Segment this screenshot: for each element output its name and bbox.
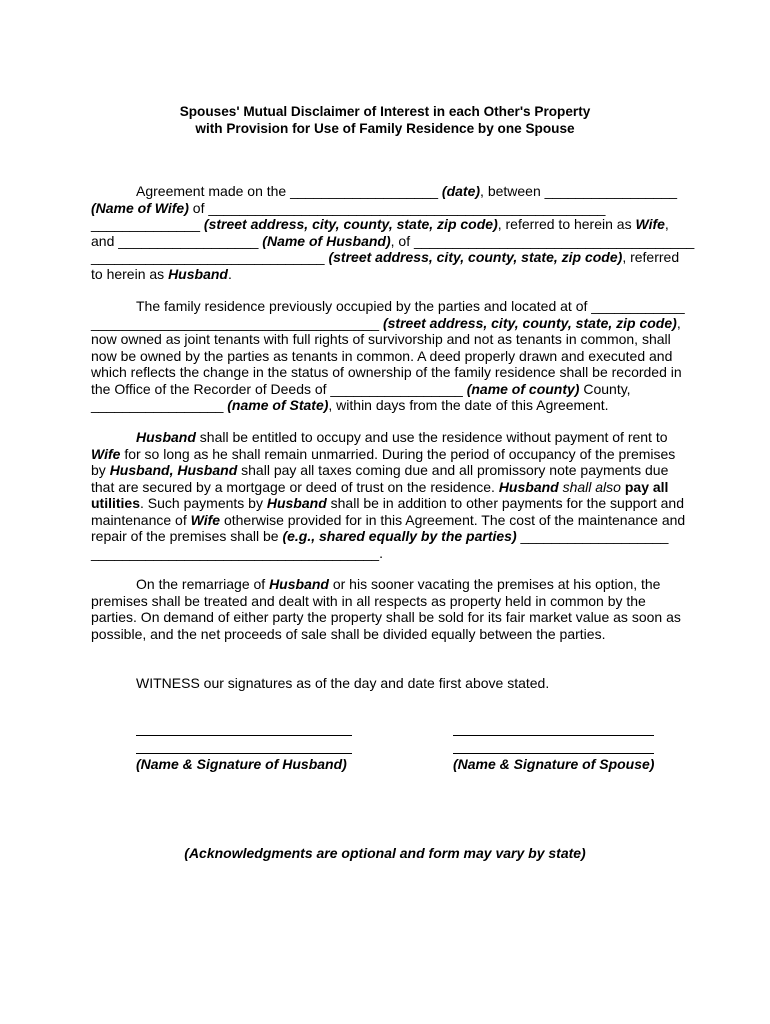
address-field-label: (street address, city, county, state, zip code) (203, 216, 498, 232)
text-line (91, 397, 681, 414)
address-field-label: (street address, city, county, state, zip code) (328, 249, 623, 265)
text-line (91, 429, 681, 446)
text: shall be entitled to occupy and use the residence without payment of rent to (195, 429, 668, 445)
text-line: parties. On demand of either party the property shall be sold for its fair market value as soon as (91, 609, 681, 625)
cost-share-field-label: (e.g., shared equally by the parties) (282, 528, 517, 544)
signature-line[interactable] (453, 753, 654, 754)
text-line (91, 381, 681, 398)
text: , between _________________ (480, 183, 678, 199)
text: shall also (558, 478, 621, 495)
text: shall be in addition to other payments for the support and (326, 495, 684, 511)
text-line (91, 511, 686, 529)
husband-term: Husband (168, 265, 228, 282)
text-line (91, 183, 681, 200)
text: to herein as (91, 265, 169, 282)
husband-term: Husband, Husband (109, 462, 238, 478)
husband-signature-caption: (Name & Signature of Husband) (136, 756, 347, 772)
signature-line[interactable] (453, 735, 654, 736)
text: , (664, 216, 669, 232)
text: The family residence previously occupied by the parties and located at of ____________ (136, 298, 685, 314)
spouse-signature-caption: (Name & Signature of Spouse) (453, 756, 655, 772)
text-line (91, 249, 681, 266)
signature-line[interactable] (136, 753, 352, 754)
text-line (91, 266, 681, 283)
date-field-label: (date) (441, 183, 481, 199)
spouse-signature-block (453, 735, 654, 773)
text-line: _____________________________________. (91, 544, 383, 561)
text-line (91, 200, 681, 217)
wife-term: Wife (190, 511, 221, 528)
husband-term: Husband (266, 495, 327, 511)
text: utilities (91, 495, 141, 511)
text: , (676, 314, 681, 331)
husband-name-field-label: (Name of Husband) (262, 232, 391, 249)
text-line (91, 298, 685, 315)
text: for so long as he shall remain unmarried. During the period of occupancy of the premises (120, 445, 676, 462)
text: _________________ (91, 397, 228, 413)
text-line (91, 315, 681, 332)
text-line (91, 495, 684, 512)
text: , of ____________________________________ (390, 232, 695, 249)
text: , referred to herein as (497, 216, 636, 232)
text: WITNESS our signatures as of the day and date first above stated. (136, 675, 550, 691)
husband-signature-block (136, 735, 352, 773)
state-field-label: (name of State) (227, 397, 329, 413)
text-line (91, 576, 681, 593)
husband-term: Husband (269, 576, 329, 592)
title-line-1: Spouses' Mutual Disclaimer of Interest in each Other's Property (179, 104, 591, 119)
agreement-paragraph (91, 183, 695, 282)
text: shall pay all taxes coming due and all promissory note payments due (237, 462, 669, 478)
text: or his sooner vacating the premises at his option, the (328, 576, 661, 592)
text: ______________ (91, 216, 204, 232)
occupancy-paragraph (91, 429, 686, 561)
text-line: now owned as joint tenants with full rights of survivorship and not as tenants in common, shall (91, 331, 671, 347)
title-line-2: with Provision for Use of Family Residence by one Spouse (195, 121, 575, 136)
text-line (91, 479, 681, 496)
text: . (227, 265, 232, 282)
text: , within days from the date of this Agreement. (328, 397, 609, 413)
wife-term: Wife (635, 216, 665, 232)
husband-term: Husband (136, 429, 196, 445)
witness-clause (91, 675, 681, 692)
wife-name-field-label: (Name of Wife) (91, 199, 189, 216)
text-line (91, 232, 695, 250)
text: of ___________________________________________________ (188, 199, 606, 216)
text-line: premises shall be treated and dealt with in all respects as property held in common by the (91, 592, 646, 609)
acknowledgment-note: (Acknowledgments are optional and form may vary by state) (184, 845, 586, 861)
text: _____________________________________ (91, 314, 383, 331)
address-field-label: (street address, city, county, state, zip code) (382, 314, 677, 331)
text: the Office of the Recorder of Deeds of _________________ (91, 380, 467, 397)
text: ______________________________ (91, 249, 329, 265)
text: and __________________ (91, 232, 263, 249)
wife-term: Wife (91, 445, 121, 462)
text-line (91, 675, 681, 692)
signature-line[interactable] (136, 735, 352, 736)
text: otherwise provided for in this Agreement. The cost of the maintenance and (220, 511, 686, 528)
text-line (91, 528, 681, 545)
residence-paragraph (91, 298, 685, 414)
text: , referred (622, 249, 680, 265)
text: pay all (620, 478, 669, 495)
remarriage-paragraph (91, 576, 681, 642)
text-line (91, 216, 681, 233)
husband-term: Husband (498, 478, 559, 495)
text: by (91, 462, 110, 478)
text: maintenance of (91, 511, 191, 528)
text-line: possible, and the net proceeds of sale shall be divided equally between the parties. (91, 625, 606, 642)
text: On the remarriage of (136, 576, 270, 592)
text-line: which reflects the change in the status of ownership of the family residence shall be recorded in (91, 364, 682, 380)
text-line (91, 446, 681, 463)
text: Agreement made on the ___________________ (136, 183, 442, 199)
text: repair of the premises shall be (91, 528, 283, 544)
text: County, (579, 380, 631, 397)
document-title (0, 103, 770, 137)
text-line (91, 462, 681, 479)
text: ___________________ (516, 528, 669, 544)
text: . Such payments by (140, 495, 267, 511)
text-line: now be owned by the parties as tenants in common. A deed properly drawn and executed and (91, 347, 673, 364)
county-field-label: (name of county) (466, 380, 580, 397)
text: that are secured by a mortgage or deed of trust on the residence. (91, 478, 499, 495)
